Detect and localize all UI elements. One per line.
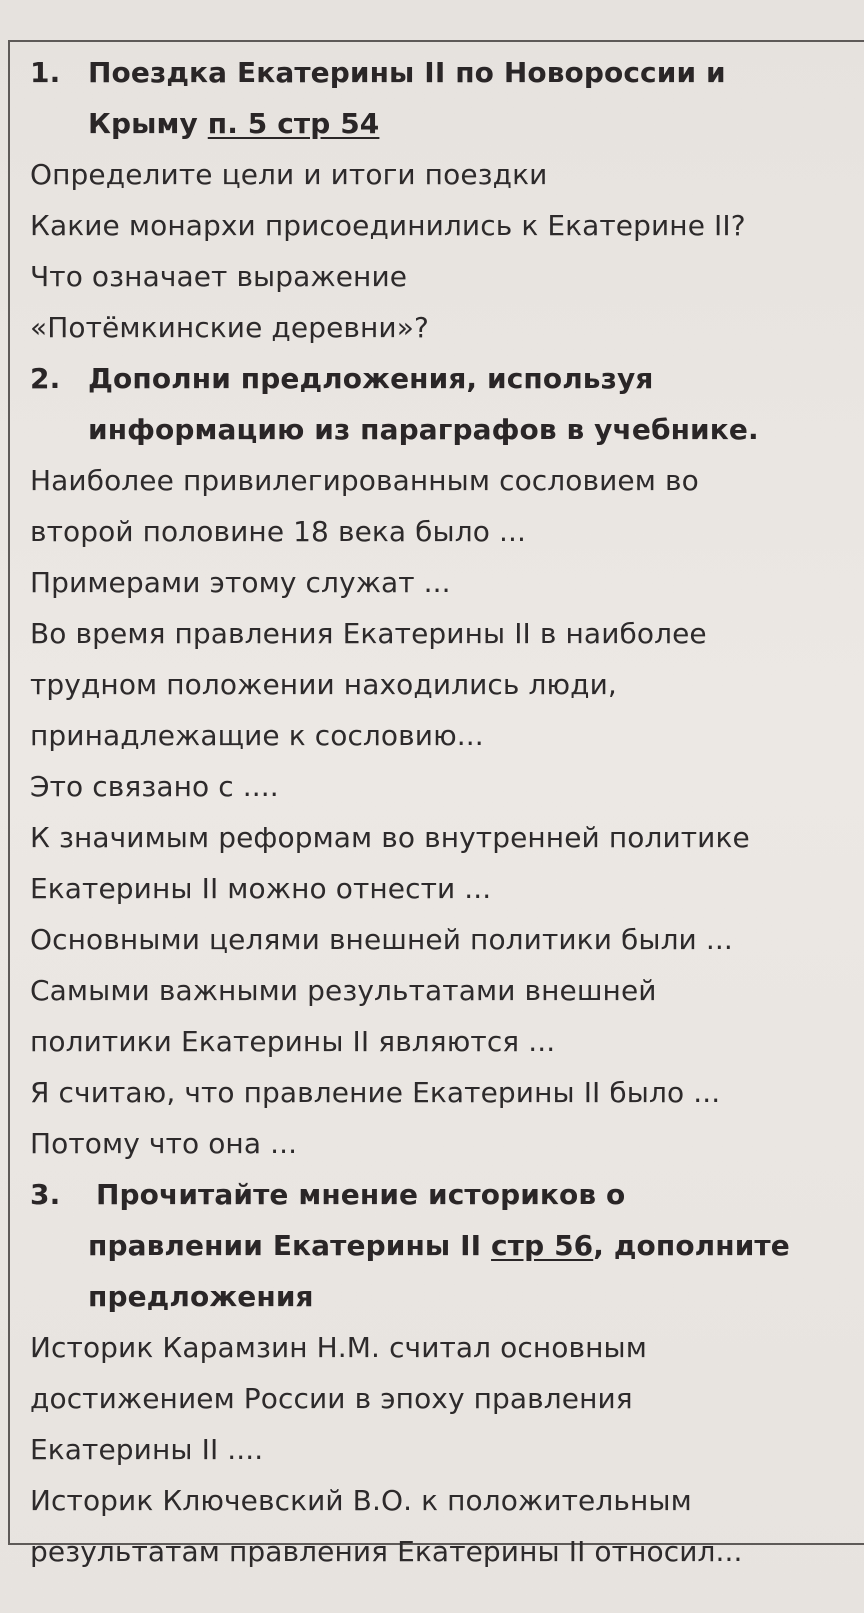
text-line: достижением России в эпоху правления: [30, 1382, 633, 1415]
section2-heading-line1: [30, 353, 860, 404]
text-line: Екатерины II ....: [30, 1433, 264, 1466]
text-line: трудном положении находились люди,: [30, 668, 617, 701]
section3-page-reference: стр 56: [491, 1229, 594, 1262]
worksheet-content: [30, 47, 860, 1577]
text-line: результатам правления Екатерины II относил...: [30, 1535, 743, 1568]
text-line: «Потёмкинские деревни»?: [30, 311, 429, 344]
section1-number: 1.: [30, 56, 61, 89]
section3-heading-line1: [30, 1169, 860, 1220]
text-line: Примерами этому служат ...: [30, 566, 451, 599]
text-line: Екатерины II можно отнести ...: [30, 872, 492, 905]
section3-heading-line2: [30, 1220, 860, 1271]
section1-heading-text2: Крыму: [88, 107, 208, 140]
text-line: Определите цели и итоги поездки: [30, 158, 548, 191]
section3-heading-text2: правлении Екатерины II: [88, 1229, 492, 1262]
section2-heading-line2: информацию из параграфов в учебнике.: [88, 413, 759, 446]
section1-page-reference: п. 5 стр 54: [207, 107, 380, 140]
section2-number: 2.: [30, 362, 61, 395]
text-line: Самыми важными результатами внешней: [30, 974, 657, 1007]
section1-heading-line2: [30, 98, 860, 149]
text-line: политики Екатерины II являются ...: [30, 1025, 556, 1058]
text-line: Наиболее привилегированным сословием во: [30, 464, 699, 497]
text-line: Историк Карамзин Н.М. считал основным: [30, 1331, 647, 1364]
section1-heading-line1: [30, 47, 860, 98]
section1-heading-text: Поездка Екатерины II по Новороссии и: [88, 56, 726, 89]
text-line: Историк Ключевский В.О. к положительным: [30, 1484, 692, 1517]
text-line: Я считаю, что правление Екатерины II было ...: [30, 1076, 721, 1109]
section3-heading-text: Прочитайте мнение историков о: [96, 1178, 626, 1211]
text-line: Основными целями внешней политики были ...: [30, 923, 733, 956]
text-line: второй половине 18 века было ...: [30, 515, 526, 548]
text-line: принадлежащие к сословию...: [30, 719, 484, 752]
section2-heading-text: Дополни предложения, используя: [88, 362, 654, 395]
text-line: Потому что она ...: [30, 1127, 298, 1160]
text-line: К значимым реформам во внутренней политике: [30, 821, 750, 854]
section3-heading-tail: , дополните: [593, 1229, 790, 1262]
text-line: Что означает выражение: [30, 260, 408, 293]
text-line: Это связано с ....: [30, 770, 279, 803]
text-line: Во время правления Екатерины II в наиболее: [30, 617, 707, 650]
section3-number: 3.: [30, 1178, 61, 1211]
text-line: Какие монархи присоединились к Екатерине II?: [30, 209, 746, 242]
section3-heading-line3: предложения: [88, 1280, 314, 1313]
